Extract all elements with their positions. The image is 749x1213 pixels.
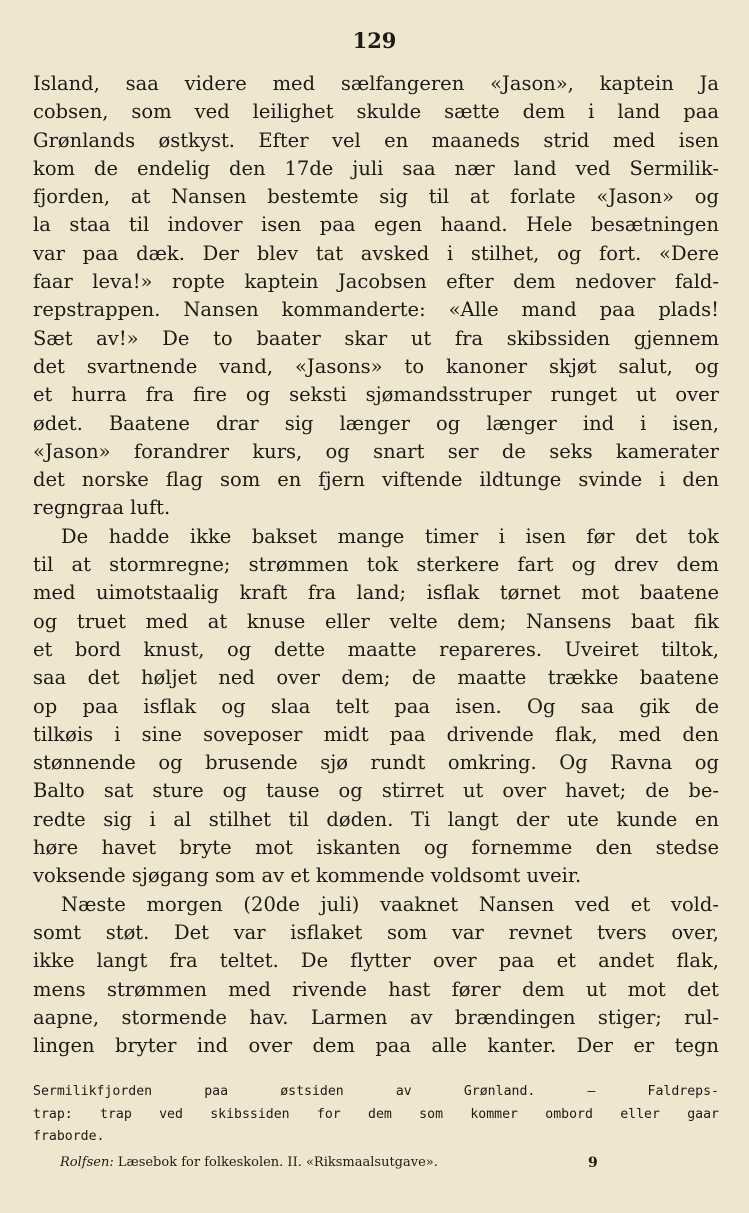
text-line: det svartnende vand, «Jasons» to kanoner skjøt salut, og [33,354,719,378]
text-line: et hurra fra fire og seksti sjømandsstruper runget ut over [33,383,719,407]
text-line: og truet med at knuse eller velte dem; Nansens baat fik [33,609,719,633]
text-line: Sæt av!» De to baater skar ut fra skibssiden gjennem [33,326,719,350]
text-line: aapne, stormende hav. Larmen av brændingen stiger; rul- [33,1005,719,1029]
text-line: kom de endelig den 17de juli saa nær land ved Sermilik- [33,156,719,180]
body-text [33,70,719,1060]
text-line: tilkøis i sine soveposer midt paa drivende flak, med den [33,722,719,746]
printer-signature [60,1155,660,1170]
signature-author: Rolfsen: [60,1155,114,1170]
footnotes [33,1081,719,1149]
text-line: somt støt. Det var isflaket som var revnet tvers over, [33,920,719,944]
footnote-line: fraborde. [33,1129,105,1144]
text-line: repstrappen. Nansen kommanderte: «Alle mand paa plads! [33,298,719,322]
footnote-line: trap: trap ved skibssiden for dem som kommer ombord eller gaar [33,1106,719,1122]
text-line: op paa isflak og slaa telt paa isen. Og saa gik de [33,694,719,718]
text-line: var paa dæk. Der blev tat avsked i stilhet, og fort. «Dere [33,241,719,265]
text-line: det norske flag som en fjern viftende ildtunge svinde i den [33,468,719,492]
text-line: ødet. Baatene drar sig længer og længer ind i isen, [33,411,719,435]
text-line: «Jason» forandrer kurs, og snart ser de seks kamerater [33,439,719,463]
signature-text: Læsebok for folkeskolen. II. «Riksmaalsutgave». [117,1155,438,1170]
text-line: stønnende og brusende sjø rundt omkring. Og Ravna og [33,751,719,775]
text-line: høre havet bryte mot iskanten og fornemme den stedse [33,836,719,860]
text-line: faar leva!» ropte kaptein Jacobsen efter dem nedover fald- [33,270,719,294]
text-line: Næste morgen (20de juli) vaaknet Nansen ved et vold- [61,892,719,916]
text-line: lingen bryter ind over dem paa alle kanter. Der er tegn [33,1034,719,1058]
signature-sheet-number: 9 [588,1155,598,1171]
text-line: regngraa luft. [33,496,171,520]
text-line: et bord knust, og dette maatte repareres. Uveiret tiltok, [33,637,719,661]
footnote-line: Sermilikfjorden paa østsiden av Grønland. — Faldreps- [33,1084,719,1099]
text-line: mens strømmen med rivende hast fører dem ut mot det [33,977,719,1001]
text-line: Grønlands østkyst. Efter vel en maaneds strid med isen [33,128,719,152]
text-line: med uimotstaalig kraft fra land; isflak tørnet mot baatene [33,581,719,605]
text-line: Balto sat sture og tause og stirret ut over havet; de be- [33,779,719,803]
text-line: redte sig i al stilhet til døden. Ti langt der ute kunde en [33,807,719,831]
text-line: saa det høljet ned over dem; de maatte trække baatene [33,666,719,690]
text-line: voksende sjøgang som av et kommende voldsomt uveir. [33,864,582,888]
text-line: Island, saa videre med sælfangeren «Jason», kaptein Ja [33,72,719,95]
text-line: fjorden, at Nansen bestemte sig til at forlate «Jason» og [33,185,719,209]
page-number: 129 [352,28,397,53]
text-line: ikke langt fra teltet. De flytter over paa et andet flak, [33,949,719,973]
text-line: cobsen, som ved leilighet skulde sætte dem i land paa [33,100,719,124]
text-line: til at stormregne; strømmen tok sterkere fart og drev dem [33,553,719,577]
text-line: la staa til indover isen paa egen haand. Hele besætningen [33,213,719,237]
text-line: De hadde ikke bakset mange timer i isen før det tok [61,524,719,548]
